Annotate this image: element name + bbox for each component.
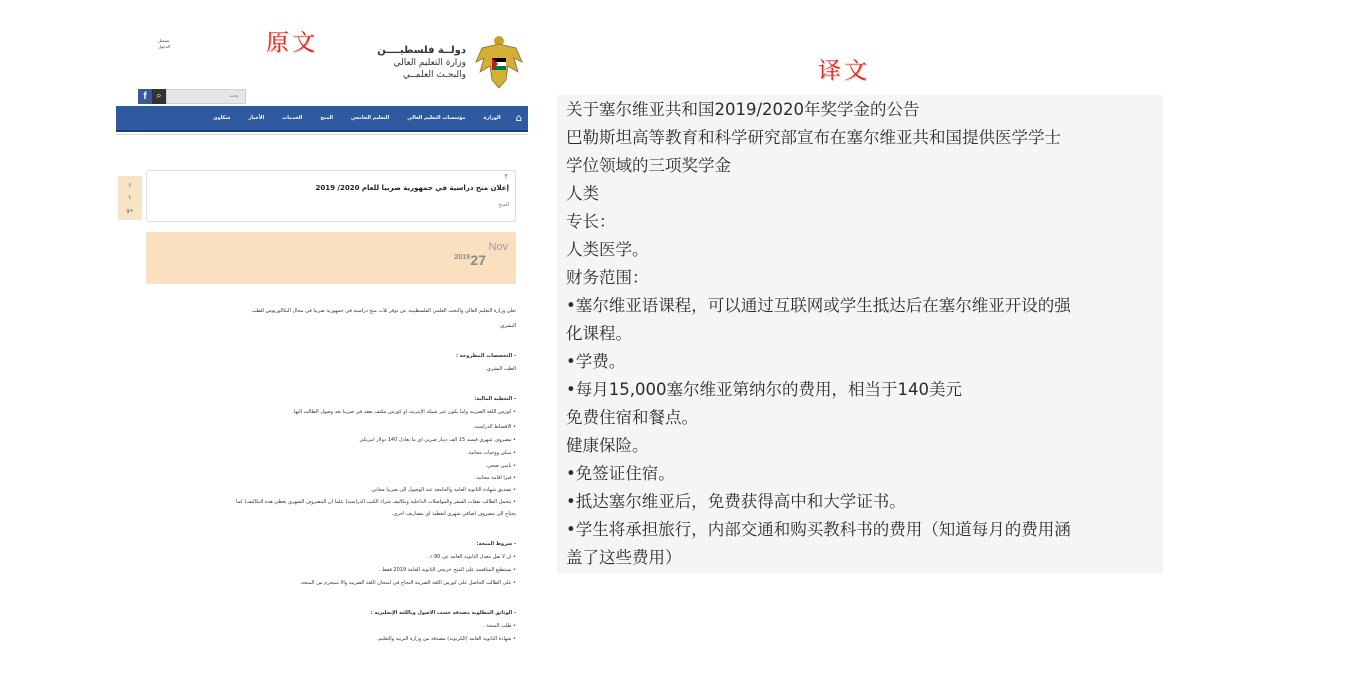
body-line: - التخصصات المطروحة :	[456, 353, 516, 359]
translation-line: •免签证住宿。	[566, 464, 675, 483]
date-month: Nov	[488, 241, 508, 253]
body-line: • ان لا يقل معدل الثانوية العامة عن 90 ٪ .	[426, 554, 516, 560]
translation-line: 盖了这些费用）	[566, 548, 682, 567]
nav-item[interactable]: مؤسسات التعليم العالي	[407, 115, 466, 121]
share-sidebar	[118, 176, 142, 220]
body-line: • مصروف شهري قيمته 15 الف دينار صربي اي ما يعادل 140 دولار امريكي	[359, 437, 516, 443]
original-screenshot	[116, 28, 528, 668]
body-line: - الوثائق المطلوبة مصدقة حسب الاصول وباللغة الإنجليزية :	[370, 610, 516, 616]
body-line: يحتاج الى مصروف اضافي شهري لتغطية اي مصاريف اخرى.	[391, 511, 516, 517]
body-line: • تصديق شهادة الثانوية العامة والجامعة عند الوصول الى صربيا مجاني.	[370, 487, 516, 493]
body-line: • يستطيع المنافسة على المنح خريجي الثانوية العامة 2019 فقط .	[378, 567, 516, 573]
nav-item[interactable]: شكاوى	[212, 115, 231, 121]
translation-line: 学位领域的三项奖学金	[566, 156, 731, 175]
googleplus-share-icon[interactable]: g+	[126, 207, 134, 214]
translation-line: 巴勒斯坦高等教育和科学研究部宣布在塞尔维亚共和国提供医学学士	[566, 128, 1061, 147]
body-line: • كورس اللغة الصربية واما يكون عبر شبكة الإنترنت او كورس مكثف يعقد في صربيا بعد وصول الطالب اليها.	[292, 409, 516, 415]
social-search-bar	[138, 89, 246, 104]
body-line: • يتحمل الطالب نفقات السفر والمواصلات الداخلية وتكاليف شراء الكتب الدراسية( علما ان المصروف الشهري يغطي هذه التكاليف) كما	[236, 499, 516, 505]
translation-line: 关于塞尔维亚共和国2019/2020年奖学金的公告	[566, 100, 920, 119]
body-line: الطب البشري.	[485, 366, 516, 372]
article-category[interactable]: المنح	[498, 202, 509, 208]
date-banner	[146, 232, 516, 284]
nav-item[interactable]: الخدمات	[282, 115, 303, 121]
body-line: • سكن ووجبات مجانية.	[467, 450, 516, 456]
translation-line: 人类	[566, 184, 599, 203]
date-year: 2019	[454, 254, 470, 261]
ministry-logo-text	[377, 44, 466, 81]
translation-label: 译文	[818, 58, 870, 84]
translation-line: •学生将承担旅行，内部交通和购买教科书的费用（知道每月的费用涵	[566, 520, 1071, 539]
twitter-share-icon[interactable]: t	[129, 195, 131, 201]
translation-line: •塞尔维亚语课程，可以通过互联网或学生抵达后在塞尔维亚开设的强	[566, 296, 1071, 315]
body-line: • طلب المنحة .	[482, 623, 516, 629]
search-input[interactable]: بحث	[166, 89, 246, 104]
nav-item[interactable]: الوزارة	[483, 115, 501, 121]
nav-item[interactable]: التعليم الجامعي	[350, 115, 390, 121]
date-day: 27	[470, 252, 486, 268]
translation-line: 专长：	[566, 212, 616, 231]
translation-line: •学费。	[566, 352, 626, 371]
article-title: إعلان منح دراسية في جمهورية صربيا للعام 2020/ 2019	[315, 184, 509, 192]
nav-item[interactable]: الأخبار	[248, 115, 265, 121]
login-line: تسجيل	[158, 38, 170, 43]
body-line: • تامين صحي.	[485, 463, 516, 469]
translation-panel	[557, 95, 1163, 573]
article-header-card	[146, 170, 516, 222]
home-icon[interactable]: ⌂	[515, 112, 522, 124]
facebook-share-icon[interactable]: f	[129, 182, 131, 189]
body-line: البشري.	[498, 323, 516, 329]
logo-line: وزارة التعليم العالي	[393, 58, 466, 68]
body-line: - شروط المنحة:	[476, 541, 516, 547]
body-line: - التغطية المالية:	[474, 396, 516, 402]
translation-line: •抵达塞尔维亚后，免费获得高中和大学证书。	[566, 492, 906, 511]
body-line: • الأقساط الدراسية.	[473, 424, 516, 430]
translation-line: •每月15,000塞尔维亚第纳尔的费用，相当于140美元	[566, 380, 962, 399]
original-label: 原文	[266, 30, 318, 56]
body-line: • على الطالب الحاصل على كورس اللغة الصربية النجاح في امتحان اللغة الصربية والا سيحرم من المنحة.	[299, 580, 516, 586]
translation-line: 健康保险。	[566, 436, 649, 455]
logo-line: دولــة فلسطيــــن	[377, 45, 466, 56]
logo-line: والبحـث العلمــي	[403, 70, 466, 80]
nav-item[interactable]: المنح	[320, 115, 333, 121]
translation-line: 人类医学。	[566, 240, 649, 259]
translation-line: 财务范围：	[566, 268, 649, 287]
main-nav	[116, 106, 528, 132]
body-line: • شهادة الثانوية العامة (الكرتونة) مصدقة من وزارة التربية والتعليم.	[376, 636, 516, 642]
arrow-up-icon[interactable]: ↑	[503, 173, 509, 181]
search-icon[interactable]: ⌕	[152, 89, 166, 104]
translation-line: 免费住宿和餐点。	[566, 408, 698, 427]
facebook-icon[interactable]: f	[138, 89, 152, 104]
login-line: الدخول	[158, 44, 170, 49]
palestine-eagle-emblem	[472, 32, 526, 92]
body-line: • فيزا اقامة مجانية.	[474, 475, 516, 481]
login-link[interactable]	[158, 38, 170, 50]
body-line: تعلن وزارة التعليم العالي والبحث العلمي الفلسطينية عن توفر ثلاث منح دراسية في جمهورية صربيا في مجال البكالوريوس للطب	[251, 308, 516, 314]
divider	[116, 134, 528, 135]
translation-line: 化课程。	[566, 324, 632, 343]
